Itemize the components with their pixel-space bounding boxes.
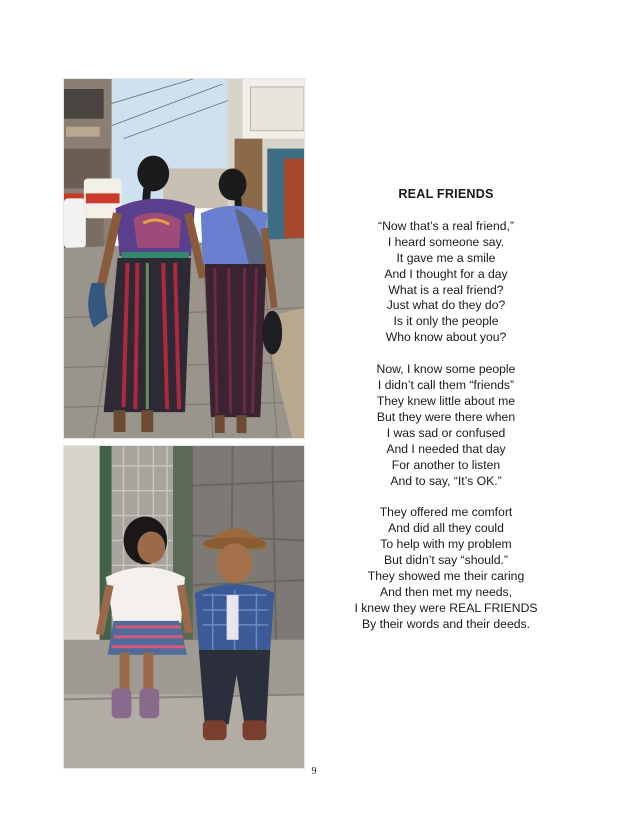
page-number: 9 <box>311 766 317 777</box>
poem-line: They offered me comfort <box>379 505 513 520</box>
poem-line: And to say, “It’s OK.” <box>390 473 502 488</box>
poem-line: They showed me their caring <box>367 569 525 584</box>
poem-line: But didn’t say “should.” <box>384 553 508 568</box>
poem-line: Is it only the people <box>393 314 499 329</box>
poem-line: But they were there when <box>376 409 516 424</box>
poem-line: And did all they could <box>388 521 504 536</box>
poem-stanza-3 <box>330 505 562 632</box>
poem-line: They knew little about me <box>376 393 516 408</box>
poem-line: I knew they were REAL FRIENDS <box>354 600 538 615</box>
poem <box>330 187 562 649</box>
poem-stanza-2 <box>330 362 562 489</box>
poem-line: “Now that’s a real friend,” <box>378 218 514 233</box>
poem-line: I heard someone say. <box>387 234 505 249</box>
poem-title: REAL FRIENDS <box>398 187 494 201</box>
poem-line: Who know about you? <box>385 330 507 345</box>
street-scene-illustration <box>64 79 304 438</box>
poem-line: By their words and their deeds. <box>361 616 530 631</box>
poem-stanza-1 <box>330 219 562 346</box>
poem-line: What is a real friend? <box>388 282 504 297</box>
poem-line: And I needed that day <box>386 441 506 456</box>
children-scene-illustration <box>64 446 304 768</box>
poem-line: To help with my problem <box>380 537 512 552</box>
photo-children-sitting <box>63 445 305 769</box>
poem-line: And I thought for a day <box>384 266 508 281</box>
poem-line: Now, I know some people <box>376 362 516 377</box>
poem-line: And then met my needs, <box>379 584 513 599</box>
photo-women-walking <box>63 78 305 439</box>
poem-line: I was sad or confused <box>386 425 506 440</box>
poem-line: I didn’t call them “friends” <box>377 378 515 393</box>
poem-line: Just what do they do? <box>386 298 506 313</box>
poem-line: For another to listen <box>391 457 501 472</box>
poem-line: It gave me a smile <box>396 250 496 265</box>
